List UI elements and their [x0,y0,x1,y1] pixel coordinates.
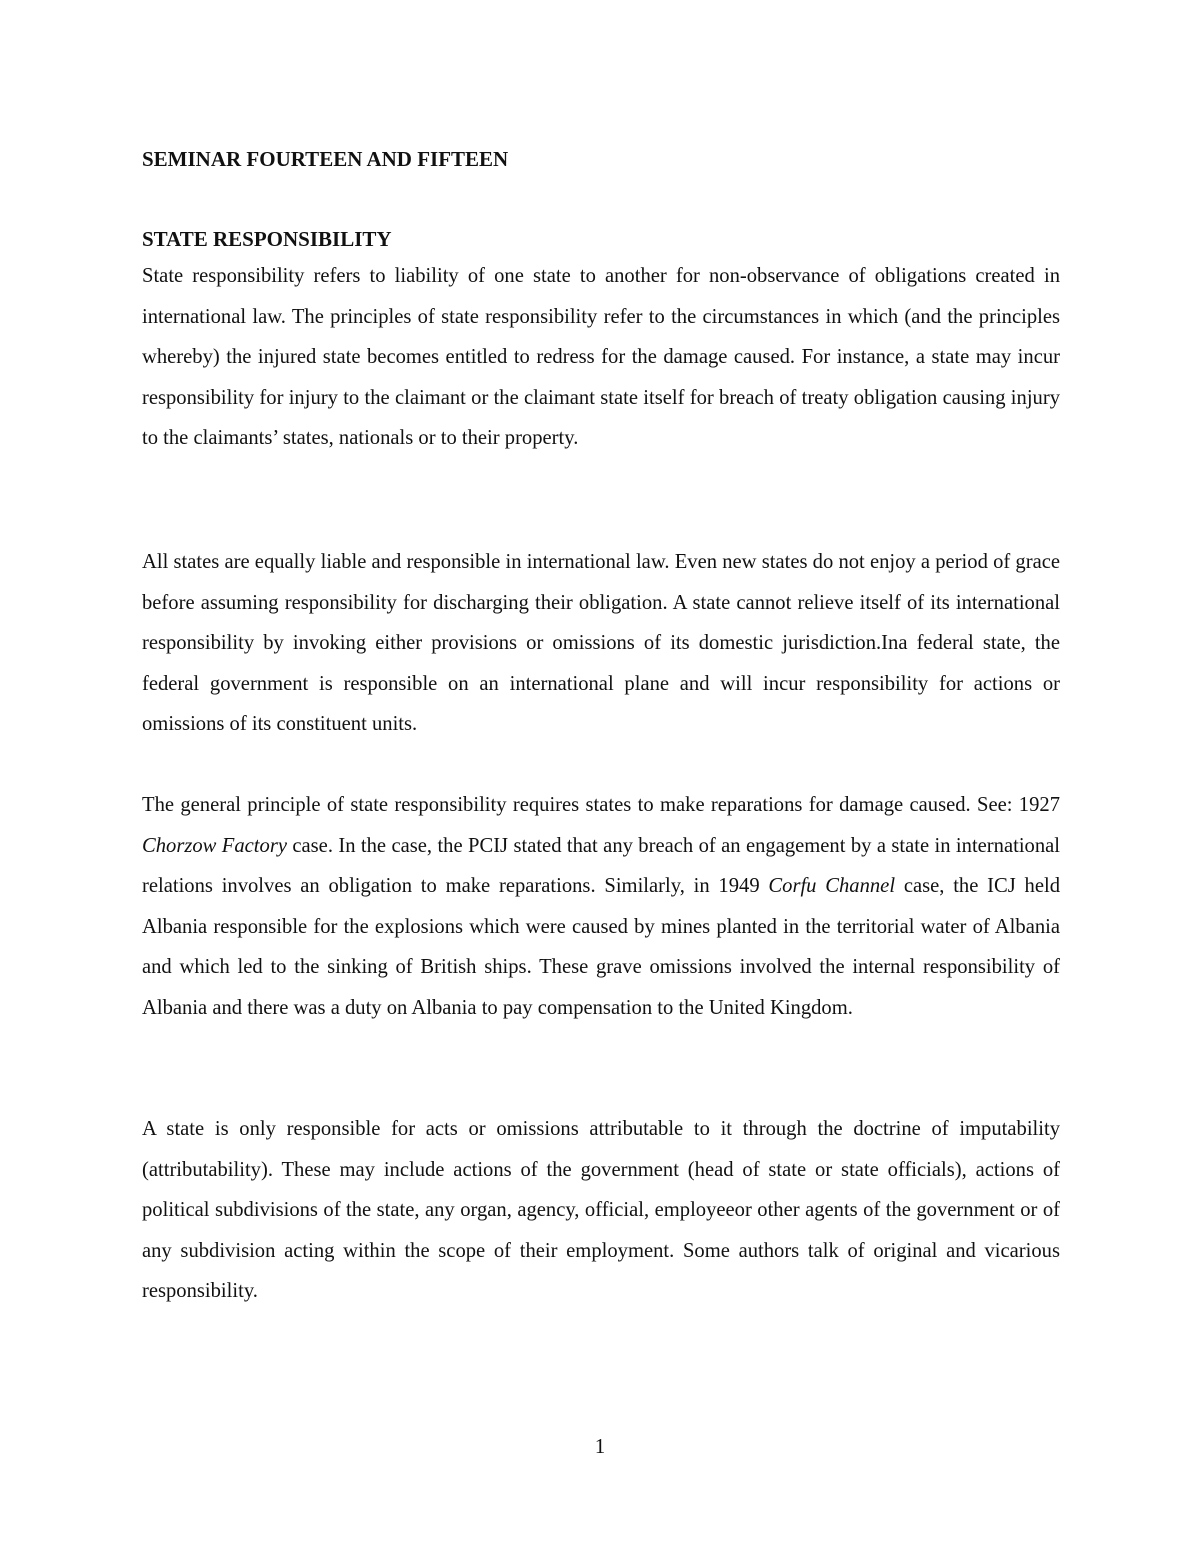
paragraph-equal-liability: All states are equally liable and responsible in international law. Even new states do not enjoy a period of grace before assuming responsibility for discharging their obligation. A state cannot relieve itself of its international responsibility by invoking either provisions or omissions of its domestic jurisdiction.Ina federal state, the federal government is responsible on an international plane and will incur responsibility for actions or omissions of its constituent units. [142,551,1060,736]
paragraph-reparations-text-3: case, the ICJ held Albania responsible for the explosions which were caused by mines planted in the territorial water of Albania and which led to the sinking of British ships. These grave omissions involved the internal responsibility of Albania and there was a duty on Albania to pay compensation to the United Kingdom. [142,875,1060,1019]
paragraph-reparations-text-1: The general principle of state responsibility requires states to make reparations for damage caused. See: 1927 [142,794,1060,816]
paragraph-definition: State responsibility refers to liability of one state to another for non-observance of obligations created in international law. The principles of state responsibility refer to the circumstances in which (and the principles whereby) the injured state becomes entitled to redress for the damage caused. For instance, a state may incur responsibility for injury to the claimant or the claimant state itself for breach of treaty obligation causing injury to the claimants’ states, nationals or to their property. [142,265,1060,450]
page-number: 1 [594,1434,606,1458]
paragraph-reparations-text-2: case. In the case, the PCIJ stated that any breach of an engagement by a state in international relations involves an obligation to make reparations. Similarly, in 1949 [142,834,1060,898]
paragraph-reparations [142,785,1060,1029]
section-heading: STATE RESPONSIBILITY [142,227,392,251]
paragraph-imputability: A state is only responsible for acts or omissions attributable to it through the doctrine of imputability (attributability). These may include actions of the government (head of state or state officials), actions of political subdivisions of the state, any organ, agency, official, employeeor other agents of the government or of any subdivision acting within the scope of their employment. Some authors talk of original and vicarious responsibility. [142,1118,1060,1303]
document-title: SEMINAR FOURTEEN AND FIFTEEN [142,147,509,171]
case-name-chorzow-factory: Chorzow Factory [142,834,287,857]
case-name-corfu-channel: Corfu Channel [768,875,896,898]
